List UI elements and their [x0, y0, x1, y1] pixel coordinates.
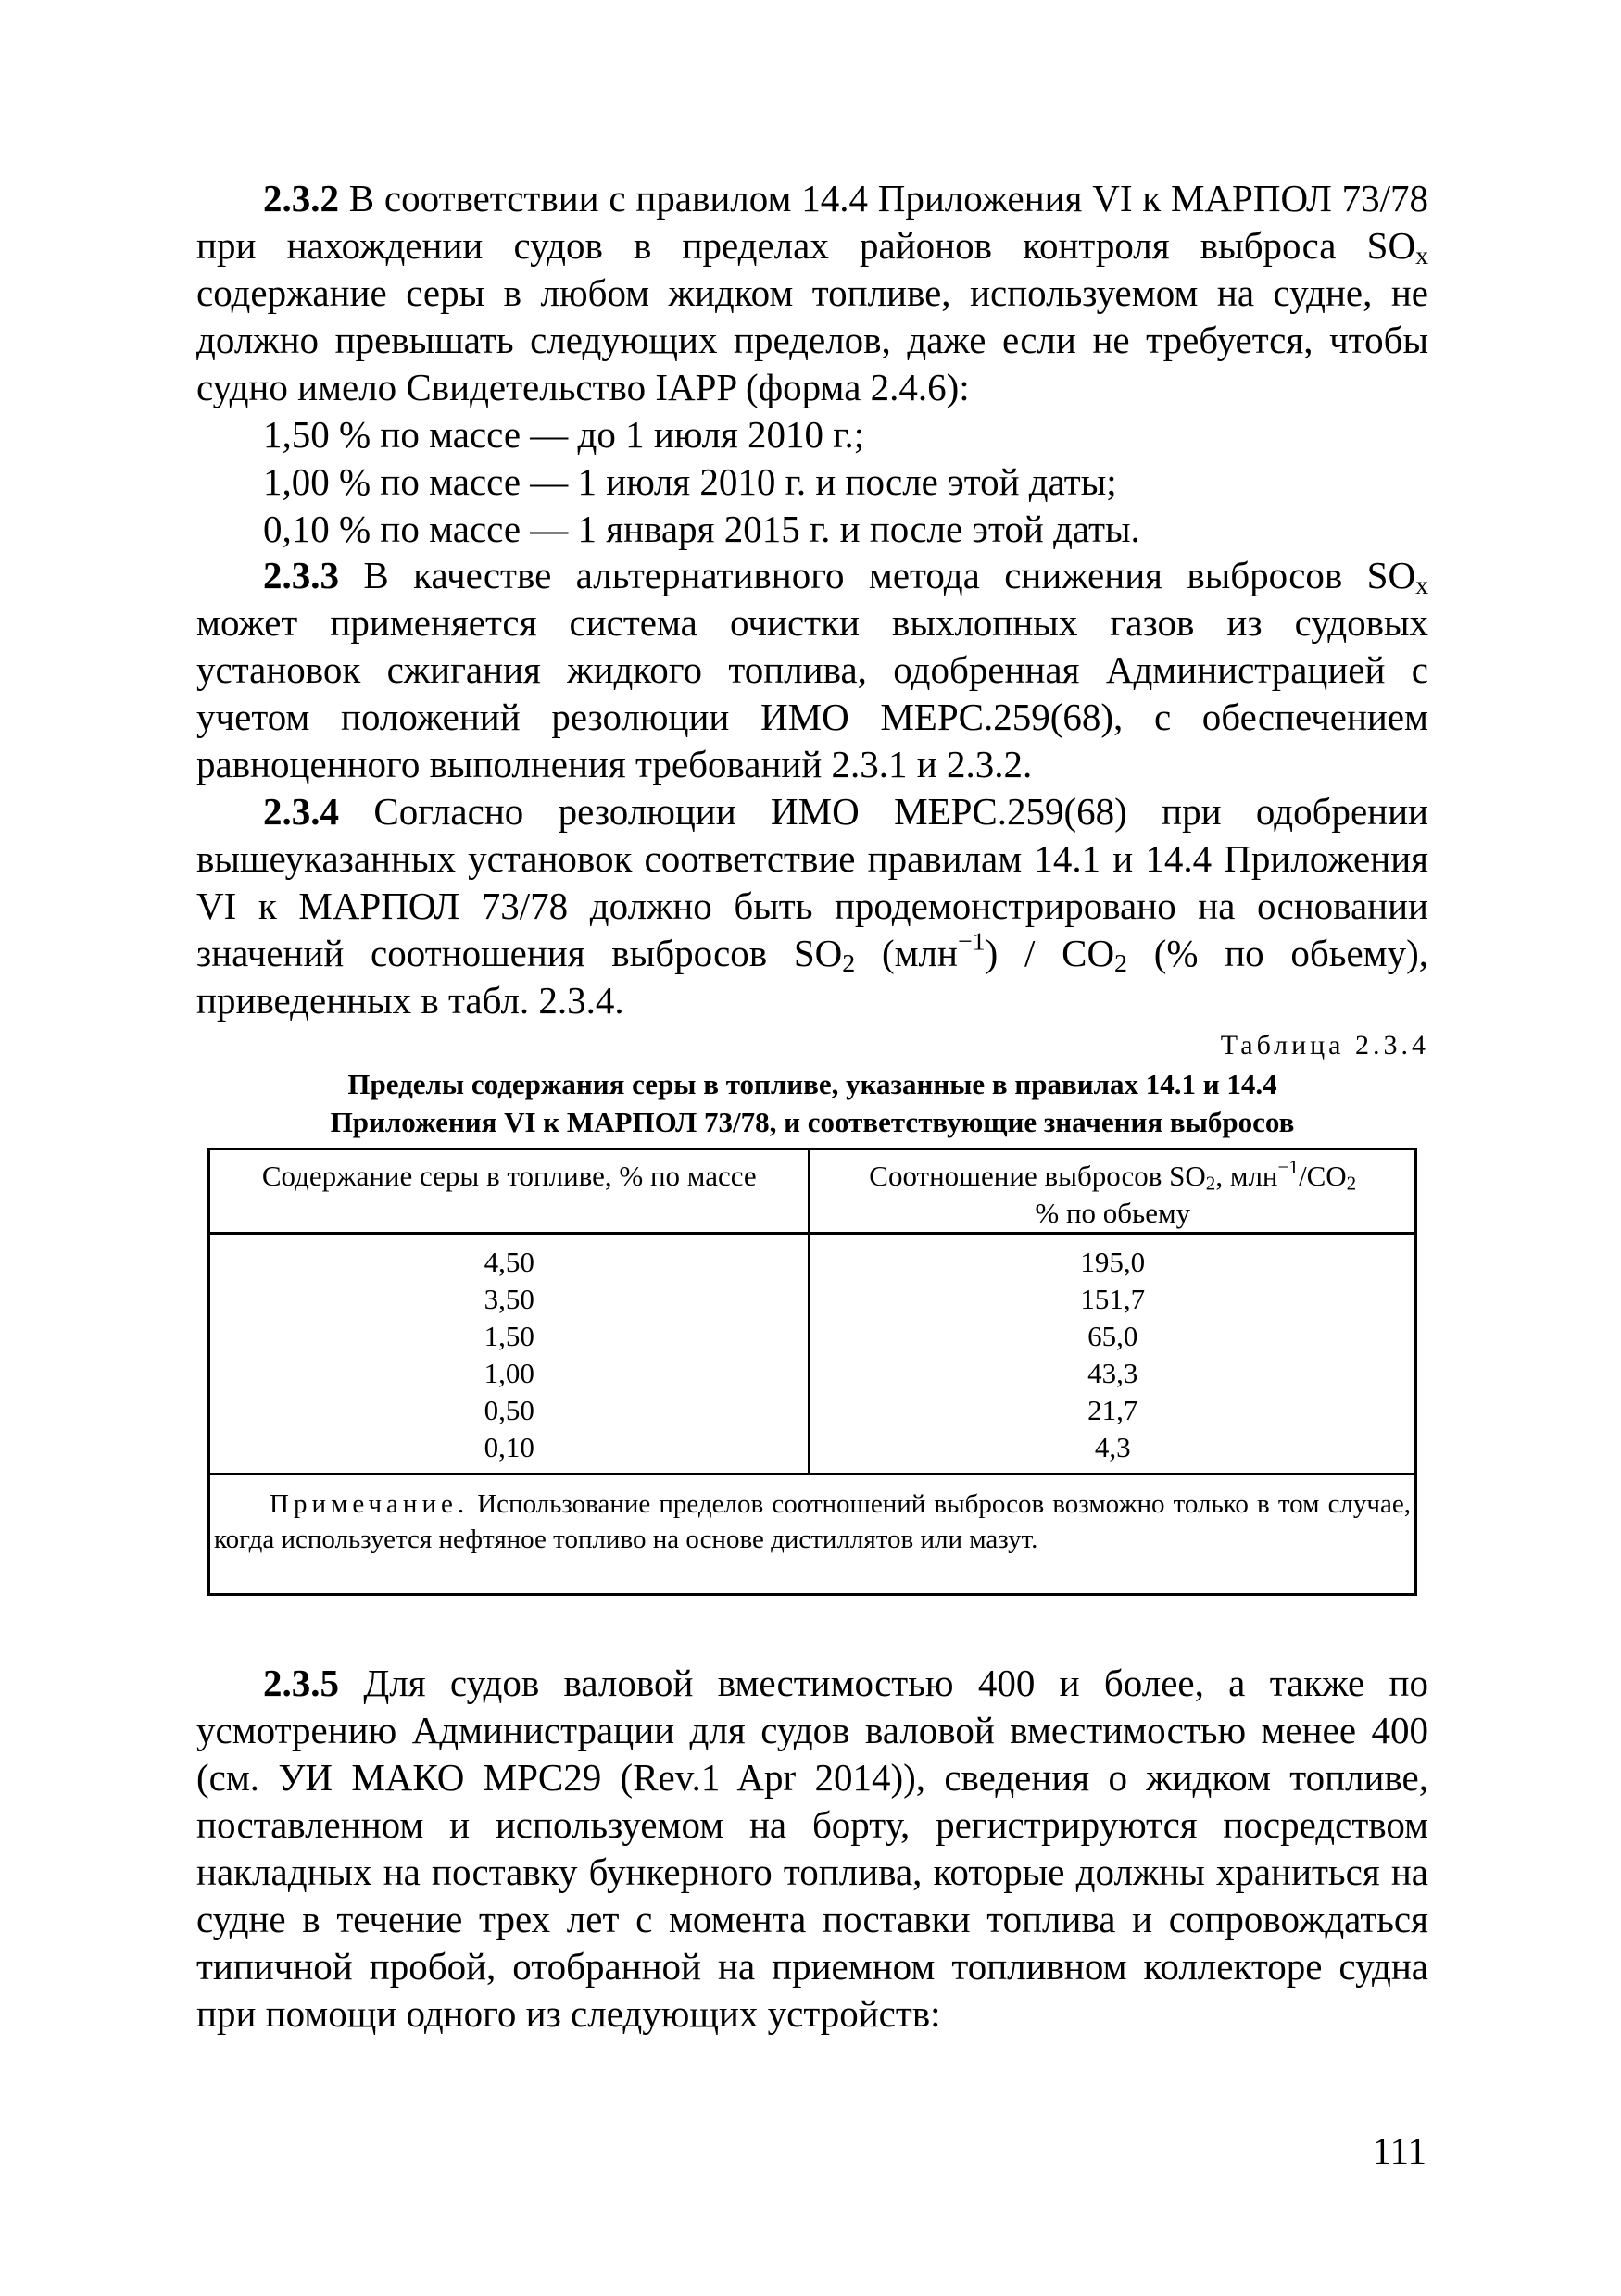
table-cell: 4,50 [484, 1246, 534, 1278]
sulphur-limits-table [207, 1148, 1417, 1596]
table-label: Таблица 2.3.4 [1220, 1030, 1429, 1060]
ratio-values-cell [810, 1234, 1416, 1474]
table-cell: 151,7 [1080, 1283, 1146, 1315]
section-number: 2.3.2 [263, 177, 339, 220]
table-cell: 0,10 [484, 1431, 534, 1463]
page-number: 111 [1372, 2129, 1426, 2172]
section-2-3-4 [196, 788, 1428, 1024]
paragraph-text: (% по обьему), приведенных в табл. 2.3.4. [196, 932, 1428, 1022]
section-2-3-3 [196, 552, 1428, 788]
superscript: −1 [957, 927, 986, 957]
table-note-row [209, 1474, 1416, 1595]
header-text: , млн [1215, 1160, 1278, 1192]
table-header-sulphur: Содержание серы в топливе, % по массе [209, 1149, 810, 1234]
limit-item: 1,50 % по массе — до 1 июля 2010 г.; [263, 413, 865, 456]
paragraph-2-3-5 [196, 1660, 1428, 2038]
table-note [209, 1474, 1416, 1595]
header-text: Соотношение выбросов SO [869, 1160, 1206, 1192]
paragraph-text: (млн [855, 932, 958, 974]
subscript: 2 [1114, 949, 1127, 979]
subscript: 2 [842, 949, 856, 979]
paragraph-2-3-3 [196, 552, 1428, 788]
table-header-row [209, 1149, 1416, 1234]
table-cell: 1,50 [484, 1320, 534, 1352]
table-header-ratio [810, 1149, 1416, 1234]
section-number: 2.3.5 [263, 1662, 339, 1704]
subscript: 2 [1346, 1172, 1357, 1195]
section-2-3-5 [196, 1660, 1428, 2038]
table-caption-line: Пределы содержания серы в топливе, указанные в правилах 14.1 и 14.4 [347, 1068, 1277, 1100]
table-caption [196, 1065, 1428, 1141]
header-text: /CO [1298, 1160, 1347, 1192]
table-cell: 65,0 [1087, 1320, 1138, 1352]
table-cell: 3,50 [484, 1283, 534, 1315]
subscript: 2 [1205, 1172, 1216, 1195]
note-text: Использование пределов соотношений выбросов возможно только в том случае, когда используется нефтяное топливо на основе дистиллятов или мазут. [214, 1489, 1411, 1554]
header-text: % по обьему [1035, 1197, 1191, 1229]
subscript: x [1415, 571, 1428, 601]
section-number: 2.3.4 [263, 790, 339, 833]
paragraph-text: Согласно резолюции ИМО MEPC.259(68) при одобрении вышеуказанных установок соответствие правилам 14.1 и 14.4 Приложения VI к МАРПОЛ 73/78 должно быть продемонстрировано на основании значений соотношения выбросов SO [196, 790, 1428, 974]
paragraph-2-3-4 [196, 788, 1428, 1024]
paragraph-text: Для судов валовой вместимостью 400 и более, а также по усмотрению Администрации для судов валовой вместимостью менее 400 (см. УИ МАКО MPC29 (Rev.1 Apr 2014)), сведения о жидком топливе, поставленном и используемом на борту, регистрируются посредством накладных на поставку бункерного топлива, которые должны храниться на судне в течение трех лет с момента поставки топлива и сопровождаться типичной пробой, отобранной на приемном топливном коллекторе судна при помощи одного из следующих устройств: [196, 1662, 1428, 2035]
note-heading: Примечание. [270, 1489, 470, 1519]
paragraph-text: В качестве альтернативного метода снижения выбросов SO [339, 554, 1416, 596]
sulphur-values-cell [209, 1234, 810, 1474]
limit-item: 0,10 % по массе — 1 января 2015 г. и после этой даты. [263, 508, 1140, 550]
paragraph-text: содержание серы в любом жидком топливе, используемом на судне, не должно превышать следующих пределов, даже если не требуется, чтобы судно имело Свидетельство IAPP (форма 2.4.6): [196, 271, 1428, 408]
table-cell: 21,7 [1087, 1394, 1138, 1426]
section-number: 2.3.3 [263, 554, 339, 596]
paragraph-2-3-2 [196, 175, 1428, 411]
table-caption-line: Приложения VI к МАРПОЛ 73/78, и соответствующие значения выбросов [330, 1106, 1295, 1138]
table-row [209, 1234, 1416, 1474]
superscript: −1 [1277, 1155, 1299, 1178]
section-2-3-2 [196, 175, 1428, 553]
table-cell: 43,3 [1087, 1357, 1138, 1389]
paragraph-text: В соответствии с правилом 14.4 Приложения VI к МАРПОЛ 73/78 при нахождении судов в пределах районов контроля выброса SO [196, 177, 1428, 267]
table-cell: 4,3 [1094, 1431, 1131, 1463]
table-cell: 1,00 [484, 1357, 534, 1389]
paragraph-text: ) / CO [985, 932, 1115, 974]
paragraph-text: может применяется система очистки выхлопных газов из судовых установок сжигания жидкого топлива, одобренная Администрацией с учетом положений резолюции ИМО MEPC.259(68), с обеспечением равноценного выполнения требований 2.3.1 и 2.3.2. [196, 601, 1428, 785]
table-cell: 0,50 [484, 1394, 534, 1426]
limit-item: 1,00 % по массе — 1 июля 2010 г. и после этой даты; [263, 460, 1117, 503]
table-cell: 195,0 [1080, 1246, 1146, 1278]
subscript: x [1415, 242, 1428, 271]
